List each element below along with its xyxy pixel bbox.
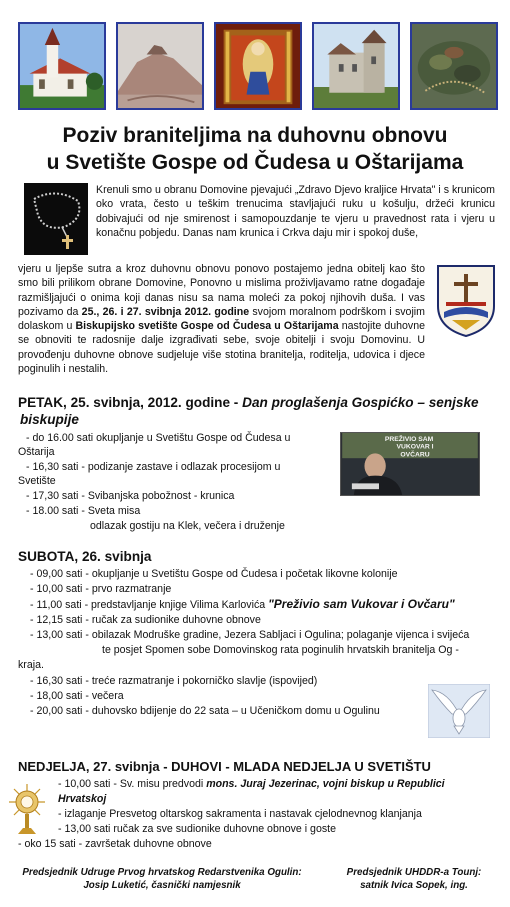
photo-caption-1: PREŽIVIO SAM	[384, 435, 434, 443]
friday-item-2: - 16,30 sati - podizanje zastave i odlazak procesijom u	[26, 461, 281, 473]
signature-left	[12, 866, 312, 892]
book-title: "Preživio sam Vukovar i Ovčaru"	[268, 597, 455, 611]
sunday-item-1	[58, 778, 445, 792]
intro-p2-end: nastojite duhovne se obnoviti te radosnije dalje izgrađivati sebe, svoje obitelji i svoju Domovinu. U provođenju duhovne obnove sudjeluje više stotina branitelja, roditelja, udovica i djece poginulih i nestalih.	[18, 320, 425, 376]
sunday-heading: NEDJELJA, 27. svibnja - DUHOVI - MLADA NEDJELJA U SVETIŠTU	[18, 759, 431, 774]
friday-date: PETAK, 25. svibnja, 2012. godine -	[18, 395, 243, 410]
signature-right-title: Predsjednik UHDDR-a Tounj:	[346, 867, 482, 878]
saturday-item-4: - 12,15 sati - ručak za sudionike duhovne obnove	[30, 614, 261, 626]
photo-strip	[18, 22, 498, 112]
friday-item-5: odlazak gostiju na Klek, večera i druženje	[90, 520, 285, 532]
friday-event-1: Dan proglašenja Gospićko – senjske	[242, 395, 479, 410]
friday-heading-cont	[18, 411, 79, 428]
intro-paragraph-1: Krenuli smo u obranu Domovine pjevajući „Zdravo Djevo kraljice Hrvata" i s krunicom oko vrata, često u teškim trenucima stavljajući ruku u košulju, držeći krunicu dobivajući od nje smirenost i samopouzdanje te vjeru u pravednost rata i vjeru u konačnu pobjedu. Danas nam krunica i Crkva daju mir i spokoj duše,	[96, 184, 495, 239]
intro-p2-mid: svojom moralnom podrškom i svojim dolaskom u	[18, 305, 425, 333]
friday-item-3: - 17,30 sati - Svibanjska pobožnost - krunica	[26, 490, 235, 502]
friday-item-2b: Svetište	[18, 475, 56, 487]
sunday-item-1b: Hrvatskoj	[58, 793, 107, 805]
friday-item-1b: Oštarija	[18, 446, 55, 458]
monstrance-icon	[4, 780, 50, 836]
signature-right-name: satnik Ivica Sopek, ing.	[360, 880, 468, 891]
saturday-item-5b: te posjet Spomen sobe Domovinskog rata poginulih hrvatskih branitelja Og -	[102, 644, 459, 656]
castle-photo	[312, 22, 400, 110]
speaker-photo	[340, 432, 480, 496]
saturday-item-7: - 18,00 sati - večera	[30, 690, 124, 702]
saturday-heading: SUBOTA, 26. svibnja	[18, 549, 152, 564]
photo-caption-3: OVČARU	[400, 451, 430, 459]
saturday-item-8: - 20,00 sati - duhovsko bdijenje do 22 sata – u Učeničkom domu u Ogulinu	[30, 705, 380, 717]
saturday-item-5: - 13,00 sati - obilazak Modruške gradine, Jezera Sabljaci i Ogulina; polaganje vijenca i svijeća	[30, 629, 470, 641]
event-dates: 25., 26. i 27. svibnja 2012. godine	[81, 305, 250, 318]
intro-p2-start: vjeru u ljepše sutra a kroz duhovnu obnovu ponovo postajemo jedna obitelj kao što smo bili prilikom obrane Domovine, Ponovno u mislima proživljavamo ratne događaje razmišljajući o onima koji danas nisu sa nama moleći za pokoj njihovih duša. I vas pozivamo da	[18, 263, 425, 318]
signature-left-title: Predsjednik Udruge Prvog hrvatskog Redarstvenika Ogulin:	[22, 867, 302, 878]
saturday-item-1: - 09,00 sati - okupljanje u Svetištu Gospe od Čudesa i početak likovne kolonije	[30, 568, 398, 580]
saturday-item-6: - 16,30 sati - treće razmatranje i pokorničko slavlje (ispovijed)	[30, 675, 318, 687]
church-photo	[18, 22, 106, 110]
intro-paragraph-2	[18, 262, 425, 376]
military-cap-rosary-photo	[410, 22, 498, 110]
signature-right	[330, 866, 498, 892]
friday-item-4: - 18.00 sati - Sveta misa	[26, 505, 141, 517]
friday-event-2: biskupije	[20, 412, 79, 427]
photo-caption-2: VUKOVAR I	[396, 443, 434, 451]
saturday-item-5c: kraja.	[18, 659, 44, 671]
saturday-item-3-text: - 11,00 sati - predstavljanje knjige Vilima Karlovića	[30, 599, 269, 611]
rosary-image	[24, 183, 88, 255]
saturday-item-3	[30, 598, 455, 613]
sunday-item-4: - oko 15 sati - završetak duhovne obnove	[18, 838, 212, 850]
coat-of-arms-icon	[434, 262, 498, 338]
sunday-item-3: - 13,00 sati ručak za sve sudionike duhovne obnove i goste	[58, 823, 336, 835]
saturday-item-2: - 10,00 sati - prvo razmatranje	[30, 583, 172, 595]
friday-item-1: - do 16.00 sati okupljanje u Svetištu Gospe od Čudesa u	[26, 432, 291, 444]
madonna-altar-photo	[214, 22, 302, 110]
page-title	[0, 122, 510, 176]
dove-icon	[428, 684, 490, 738]
bishop-name: mons. Juraj Jezerinac, vojni biskup u Republici	[206, 778, 445, 790]
title-line-1: Poziv braniteljima na duhovnu obnovu	[62, 124, 448, 147]
event-place: Biskupijsko svetište Gospe od Čudesa u Oštarijama	[75, 320, 339, 333]
sunday-item-2: - izlaganje Presvetog oltarskog sakramenta i nastavak cjelodnevnog klanjanja	[58, 808, 422, 820]
title-line-2: u Svetište Gospe od Čudesa u Oštarijama	[46, 151, 464, 174]
sunday-item-1-text: - 10,00 sati - Sv. misu predvodi	[58, 778, 207, 790]
signature-left-name: Josip Luketić, časnički namjesnik	[83, 880, 241, 891]
hill-ruins-photo	[116, 22, 204, 110]
friday-heading	[18, 394, 498, 411]
